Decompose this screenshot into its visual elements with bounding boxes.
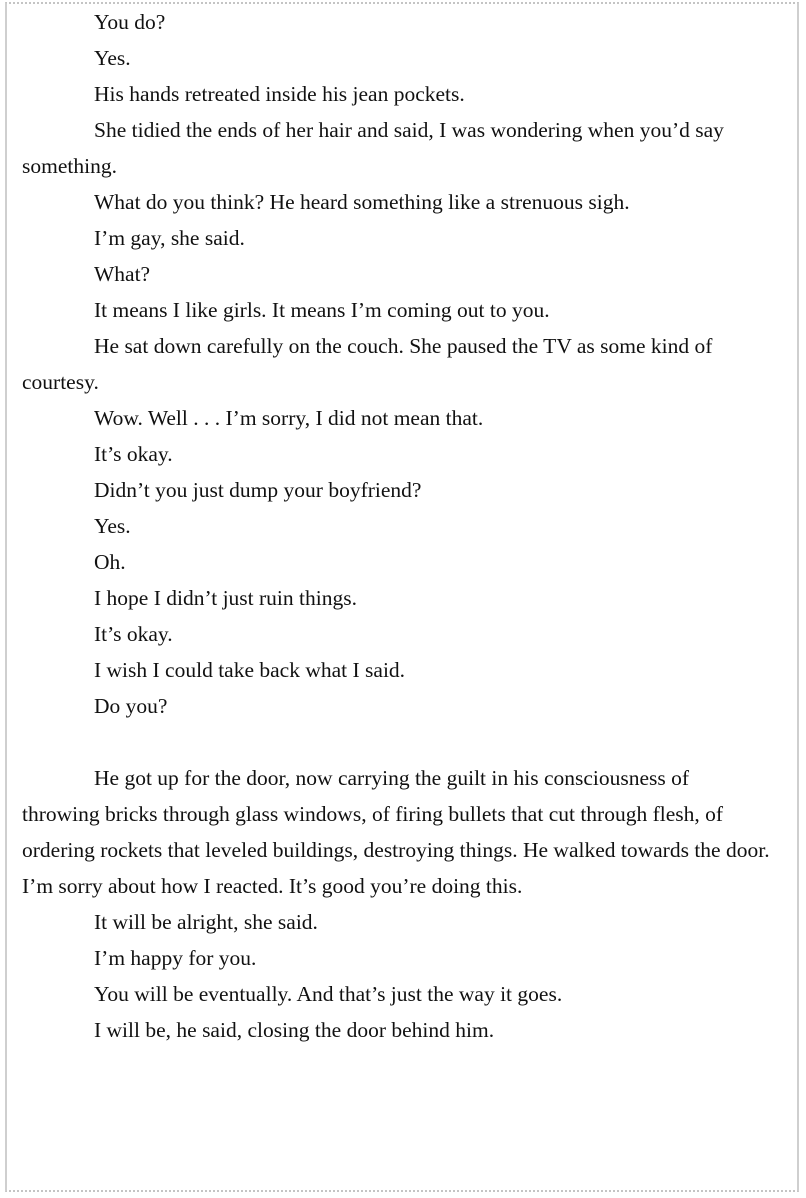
paragraph: I will be, he said, closing the door behind him. — [94, 1018, 495, 1042]
paragraph: What do you think? He heard something like a strenuous sigh. — [94, 190, 630, 214]
paragraph: He sat down carefully on the couch. She paused the TV as some kind of courtesy. — [22, 334, 713, 394]
document-body — [22, 4, 772, 1048]
paragraph: I wish I could take back what I said. — [94, 658, 406, 682]
paragraph: What? — [94, 262, 151, 286]
paragraph: She tidied the ends of her hair and said, I was wondering when you’d say something. — [22, 118, 724, 178]
paragraph: You do? — [94, 10, 166, 34]
paragraph: I’m gay, she said. — [94, 226, 245, 250]
paragraph: I hope I didn’t just ruin things. — [94, 586, 357, 610]
paragraph: It’s okay. — [94, 442, 173, 466]
paragraph: I’m happy for you. — [94, 946, 257, 970]
paragraph: Oh. — [94, 550, 126, 574]
paragraph: Yes. — [94, 46, 131, 70]
paragraph: It means I like girls. It means I’m coming out to you. — [94, 298, 550, 322]
paragraph: Do you? — [94, 694, 168, 718]
paragraph: It will be alright, she said. — [94, 910, 318, 934]
paragraph: He got up for the door, now carrying the guilt in his consciousness of throwing bricks through glass windows, of firing bullets that cut through flesh, of ordering rockets that leveled buildings, destroying things. He walked towards the door. I’m sorry about how I reacted. It’s good you’re doing this. — [22, 766, 770, 898]
paragraph: It’s okay. — [94, 622, 173, 646]
paragraph: Yes. — [94, 514, 131, 538]
document-page — [5, 2, 799, 1192]
paragraph: You will be eventually. And that’s just the way it goes. — [94, 982, 563, 1006]
paragraph: His hands retreated inside his jean pockets. — [94, 82, 465, 106]
section-break — [22, 724, 772, 760]
paragraph: Wow. Well . . . I’m sorry, I did not mean that. — [94, 406, 484, 430]
paragraph: Didn’t you just dump your boyfriend? — [94, 478, 422, 502]
